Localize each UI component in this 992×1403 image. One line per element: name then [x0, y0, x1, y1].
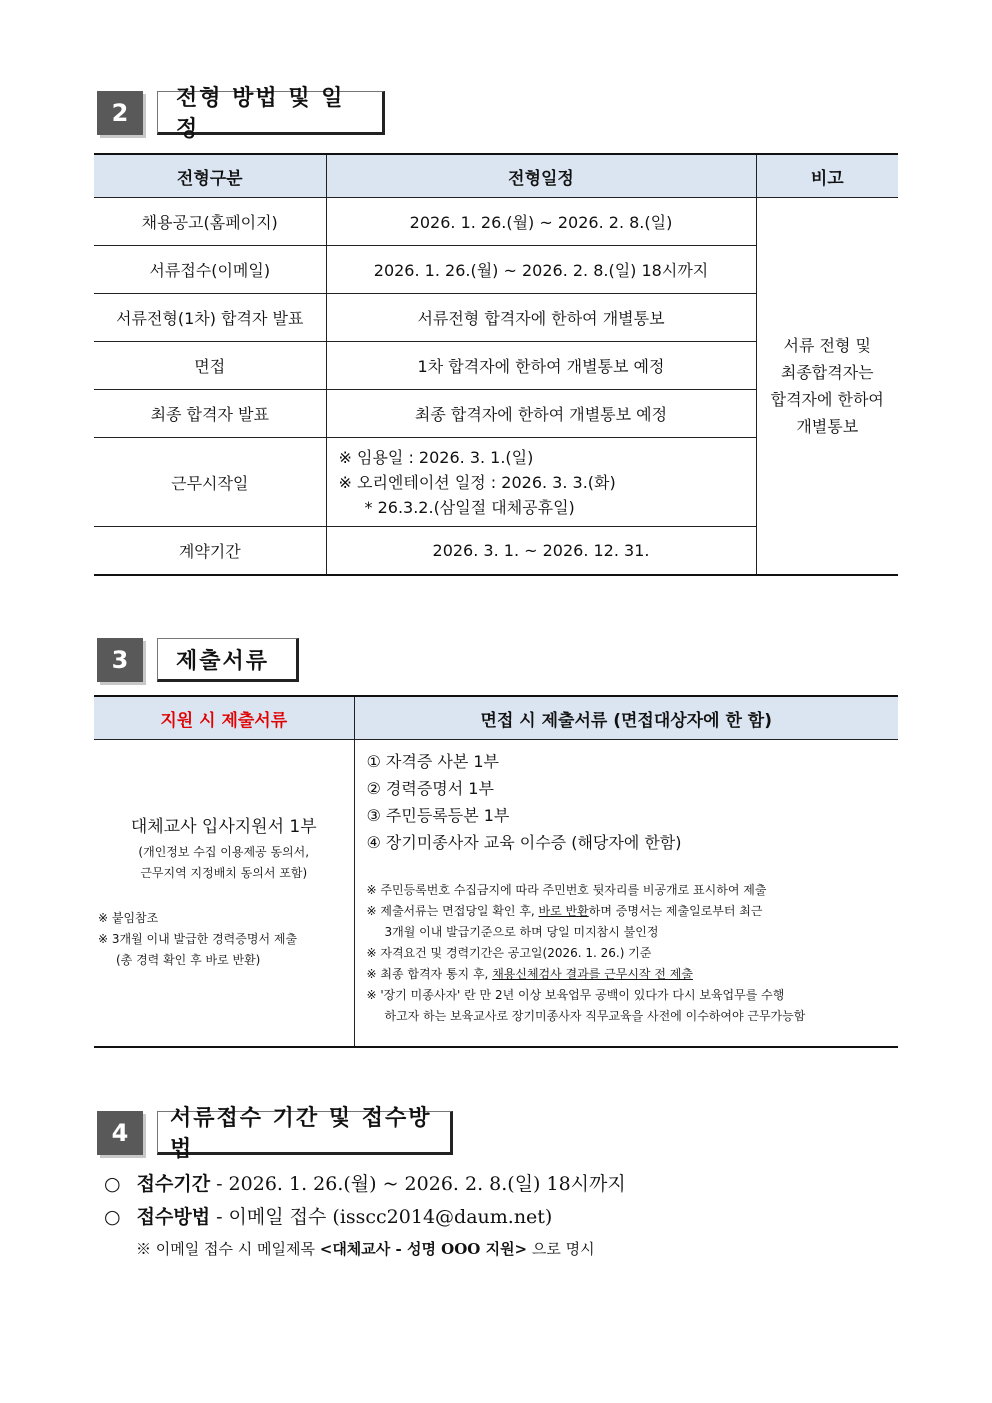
- period-value: - 2026. 1. 26.(월) ~ 2026. 2. 8.(일) 18시까지: [210, 1173, 626, 1195]
- email-subject-format: <대체교사 - 성명 OOO 지원>: [319, 1240, 528, 1258]
- section-2-number: 2: [97, 91, 143, 135]
- section-2-header: [97, 86, 385, 142]
- interview-note: ※ 제출서류는 면접당일 확인 후, 바로 반환하며 증명서는 제출일로부터 최근: [366, 904, 763, 918]
- interview-note: 3개월 이내 발급기준으로 하며 당일 미지참시 불인정: [384, 925, 659, 939]
- apply-sub-doc: (개인정보 수집 이용제공 동의서,: [138, 845, 310, 859]
- section-4-header: [97, 1106, 453, 1162]
- bullet-circle: ○: [104, 1206, 121, 1228]
- start-line: ※ 오리엔테이션 일정 : 2026. 3. 3.(화): [338, 472, 616, 492]
- section-4-title: 서류접수 기간 및 접수방법: [157, 1111, 453, 1155]
- col-header-interview-docs: 면접 시 제출서류 (면접대상자에 한 함): [354, 696, 898, 740]
- interview-doc-item: ② 경력증명서 1부: [366, 779, 494, 798]
- period-line: [104, 1168, 626, 1201]
- col-header-category: 전형구분: [94, 154, 326, 198]
- row-label: 면접: [94, 342, 326, 390]
- method-line: [104, 1201, 626, 1234]
- section-4-number: 4: [97, 1111, 143, 1155]
- row-schedule: 1차 합격자에 한하여 개별통보 예정: [326, 342, 756, 390]
- section-3-header: [97, 638, 299, 682]
- underline-return: 바로 반환: [538, 904, 589, 918]
- interview-note: ※ '장기 미종사자' 란 만 2년 이상 보육업무 공백이 있다가 다시 보육업무를 수행: [366, 988, 785, 1002]
- row-label: 서류전형(1차) 합격자 발표: [94, 294, 326, 342]
- interview-note: ※ 자격요건 및 경력기간은 공고일(2026. 1. 26.) 기준: [366, 946, 652, 960]
- note-line: 합격자에 한하여: [770, 390, 884, 409]
- interview-note: ※ 주민등록번호 수집금지에 따라 주민번호 뒷자리를 비공개로 표시하여 제출: [366, 883, 767, 897]
- note-line: 최종합격자는: [780, 363, 874, 382]
- col-header-apply-docs: 지원 시 제출서류: [94, 696, 354, 740]
- interview-docs-cell: [354, 740, 898, 1048]
- col-header-note: 비고: [756, 154, 898, 198]
- method-label: 접수방법: [136, 1206, 211, 1228]
- interview-note: 하고자 하는 보육교사로 장기미종사자 직무교육을 사전에 이수하여야 근무가능함: [384, 1009, 806, 1023]
- apply-note: ※ 3개월 이내 발급한 경력증명서 제출: [98, 932, 298, 946]
- row-schedule-start: [326, 438, 756, 527]
- email-subject-note: ※ 이메일 접수 시 메일제목 <대체교사 - 성명 OOO 지원> 으로 명시: [136, 1240, 595, 1258]
- note-line: 개별통보: [796, 417, 859, 436]
- note-cell: [756, 198, 898, 576]
- schedule-table: [94, 153, 898, 576]
- interview-doc-item: ③ 주민등록등본 1부: [366, 806, 510, 825]
- underline-health-check: 채용신체검사 결과를 근무시작 전 제출: [492, 967, 693, 981]
- interview-doc-item: ① 자격증 사본 1부: [366, 752, 500, 771]
- start-line: ※ 임용일 : 2026. 3. 1.(일): [338, 447, 534, 467]
- interview-doc-item: ④ 장기미종사자 교육 이수증 (해당자에 한함): [366, 833, 682, 852]
- row-label: 계약기간: [94, 527, 326, 576]
- col-header-schedule: 전형일정: [326, 154, 756, 198]
- section-4-body: [104, 1168, 626, 1264]
- apply-docs-cell: [94, 740, 354, 1048]
- section-3-title: 제출서류: [157, 638, 299, 682]
- row-schedule: 최종 합격자에 한하여 개별통보 예정: [326, 390, 756, 438]
- row-label: 채용공고(홈페이지): [94, 198, 326, 246]
- row-label: 근무시작일: [94, 438, 326, 527]
- section-2-title: 전형 방법 및 일정: [157, 91, 385, 135]
- apply-note: ※ 붙임참조: [98, 911, 159, 925]
- apply-note: (총 경력 확인 후 바로 반환): [116, 953, 261, 967]
- apply-sub-doc: 근무지역 지정배치 동의서 포함): [140, 866, 308, 880]
- row-label: 서류접수(이메일): [94, 246, 326, 294]
- apply-main-doc: 대체교사 입사지원서 1부: [130, 817, 317, 837]
- section-3-number: 3: [97, 638, 143, 682]
- interview-note: ※ 최종 합격자 통지 후, 채용신체검사 결과를 근무시작 전 제출: [366, 967, 693, 981]
- note-line: 서류 전형 및: [783, 336, 871, 355]
- row-schedule: 2026. 3. 1. ~ 2026. 12. 31.: [326, 527, 756, 576]
- table-row: [94, 198, 898, 246]
- period-label: 접수기간: [136, 1173, 211, 1195]
- row-schedule: 서류전형 합격자에 한하여 개별통보: [326, 294, 756, 342]
- bullet-circle: ○: [104, 1173, 121, 1195]
- row-label: 최종 합격자 발표: [94, 390, 326, 438]
- documents-table: [94, 695, 898, 1048]
- start-line: * 26.3.2.(삼일절 대체공휴일): [364, 497, 575, 517]
- row-schedule: 2026. 1. 26.(월) ~ 2026. 2. 8.(일): [326, 198, 756, 246]
- row-schedule: 2026. 1. 26.(월) ~ 2026. 2. 8.(일) 18시까지: [326, 246, 756, 294]
- method-value: - 이메일 접수 (isscc2014@daum.net): [210, 1206, 553, 1228]
